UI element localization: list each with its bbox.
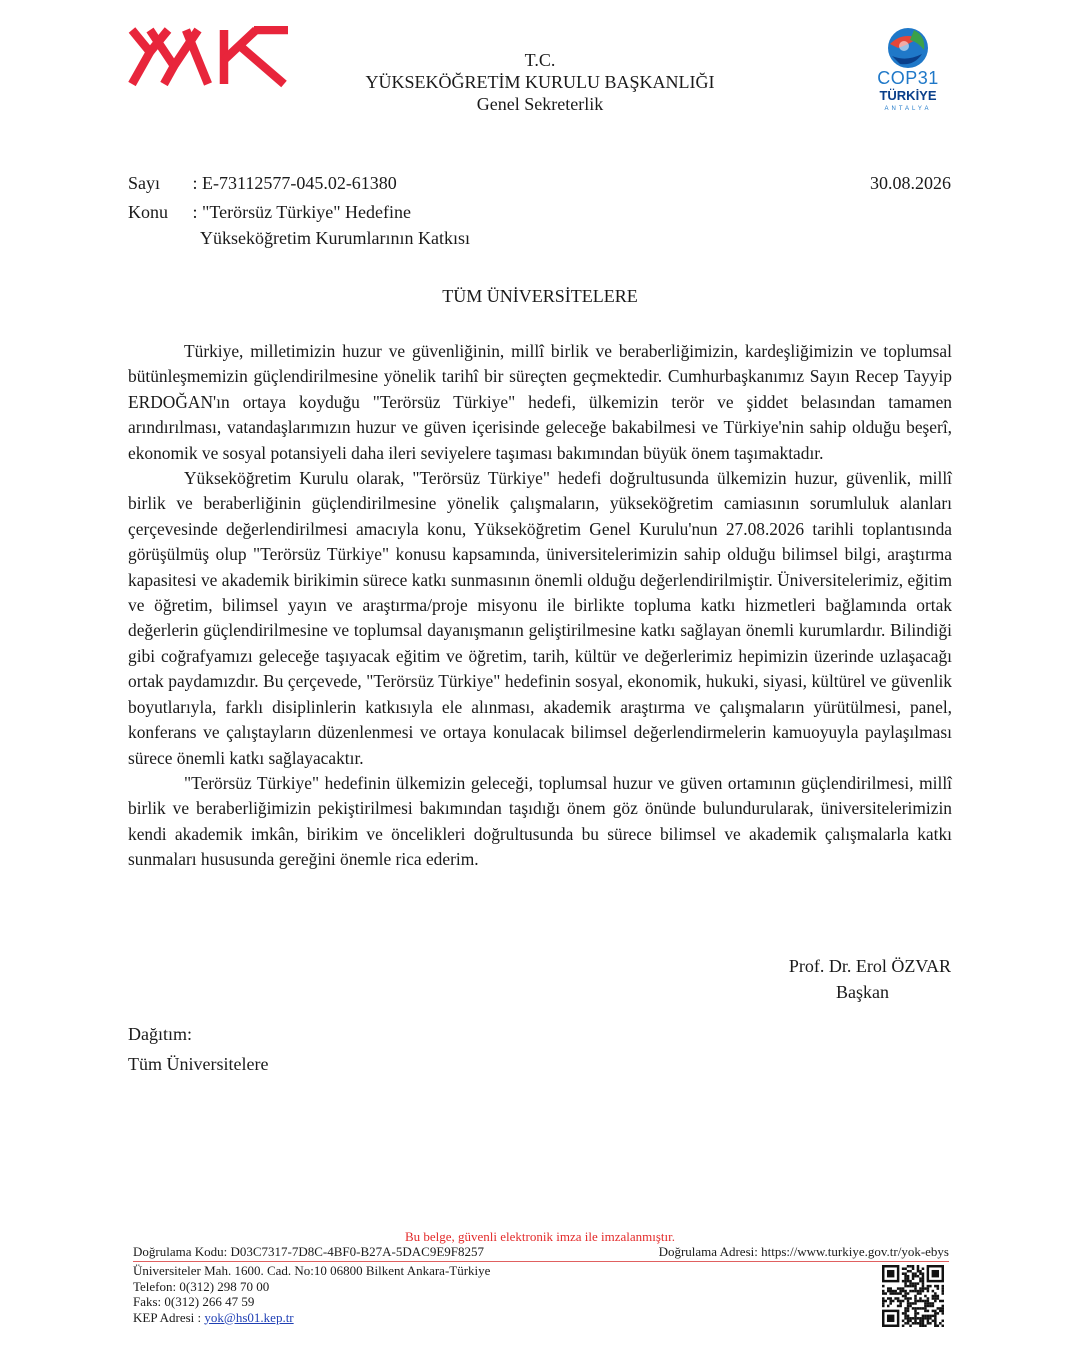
- letterhead-department: Genel Sekreterlik: [476, 94, 604, 114]
- reference-number-label: Sayı: [128, 173, 161, 193]
- e-signature-notice: Bu belge, güvenli elektronik imza ile imzalanmıştır.: [404, 1229, 676, 1244]
- svg-text:ANTALYA: ANTALYA: [884, 106, 932, 112]
- distribution-block: [128, 1019, 268, 1079]
- kep-label: KEP Adresi :: [133, 1309, 205, 1325]
- addressee: TÜM ÜNİVERSİTELERE: [442, 286, 638, 306]
- letterhead-institution: YÜKSEKÖĞRETİM KURULU BAŞKANLIĞI: [365, 72, 715, 92]
- signatory-name: Prof. Dr. Erol ÖZVAR: [788, 956, 951, 976]
- reference-number-row: [128, 170, 397, 196]
- verification-row: [133, 1244, 949, 1260]
- subject-row: [128, 199, 470, 251]
- subject-label: Konu: [128, 202, 168, 222]
- contact-block: [133, 1263, 490, 1325]
- body-paragraph: Yükseköğretim Kurulu olarak, "Terörsüz Türkiye" hedefi doğrultusunda ülkemizin huzur, güvenlik, millî birlik ve beraberliğinin güçlendirilmesine yönelik çalışmaların, yükseköğretim camiasının sorumluluk alanları çerçevesinde değerlendirilmesi amacıyla konu, Yükseköğretim Genel Kurulu'nun 27.08.2026 tarihli toplantısında görüşülmüş olup "Terörsüz Türkiye" konusu kapsamında, üniversitelerimizin sahip olduğu bilimsel bilgi, araştırma kapasitesi ve akademik birikimin sürece katkı sunmasının önemli olduğu değerlendirilmiştir. Üniversitelerimiz, eğitim ve öğretim, bilimsel yayın ve araştırma/proje misyonu ile birlikte topluma katkı hizmetleri bağlamında ortak değerlerin güçlendirilmesine ve toplumsal dayanışmanın geliştirilmesine katkı sağlayan önemli kurumlardır. Bilindiği gibi coğrafyamızı geleceğe taşıyacak eğitim ve öğretim, tarih, kültür ve değerlerimiz hepimizin üzerinde uzlaşacağı ortak paydamızdır. Bu çerçevede, "Terörsüz Türkiye" hedefinin sosyal, ekonomik, hukuki, siyasi, kültürel ve güvenlik boyutlarıyla, farklı disiplinlerin katkısıyla ele alınması, akademik araştırma ve çalışmaların yürütülmesi, panel, konferans ve çalıştayların düzenlenmesi ve ortaya konulacak bilimsel değerlendirmelerin kamuoyuyla paylaşılması sürece önemli katkı sağlayacaktır.: [128, 468, 952, 768]
- footer-divider: [133, 1261, 949, 1262]
- kep-address-link[interactable]: yok@hs01.kep.tr: [204, 1309, 294, 1325]
- fax-number: Faks: 0(312) 266 47 59: [133, 1294, 255, 1309]
- signature-block: [789, 953, 951, 1005]
- letterhead: [300, 49, 780, 115]
- verification-address: Doğrulama Adresi: https://www.turkiye.gov.tr/yok-ebys: [658, 1244, 949, 1259]
- reference-number-value: : E-73112577-045.02-61380: [192, 173, 397, 193]
- distribution-value: Tüm Üniversitelere: [128, 1054, 269, 1074]
- signatory-title: Başkan: [836, 982, 889, 1002]
- svg-text:TÜRKİYE: TÜRKİYE: [879, 88, 937, 103]
- body-paragraph: "Terörsüz Türkiye" hedefinin ülkemizin geleceği, toplumsal huzur ve güven ortamının güçlendirilmesi, millî birlik ve beraberliğimizin pekiştirilmesi bakımından taşıdığı önem göz önünde bulundurularak, üniversitelerimizin kendi akademik imkân, birikim ve öncelikleri doğrultusunda bu sürece bilimsel ve akademik çalışmalarla katkı sunmaları hususunda gereğini önemle rica ederim.: [128, 772, 952, 870]
- phone-number: Telefon: 0(312) 298 70 00: [133, 1278, 270, 1294]
- subject-value-line2: Yükseköğretim Kurumlarının Katkısı: [200, 228, 470, 248]
- letterhead-line-tc: T.C.: [524, 50, 556, 70]
- letter-body: [128, 339, 952, 873]
- subject-value-line1: : "Terörsüz Türkiye" Hedefine: [192, 202, 412, 222]
- svg-text:COP31: COP31: [877, 68, 939, 88]
- distribution-label: Dağıtım:: [128, 1024, 192, 1044]
- verification-code: Doğrulama Kodu: D03C7317-7D8C-4BF0-B27A-5DAC9E9F8257: [133, 1244, 484, 1259]
- postal-address: Üniversiteler Mah. 1600. Cad. No:10 06800 Bilkent Ankara-Türkiye: [133, 1263, 491, 1278]
- body-paragraph: Türkiye, milletimizin huzur ve güvenliğinin, millî birlik ve beraberliğimizin, kardeşliğimizin ve toplumsal bütünleşmemizin güçlendirilmesine yönelik tarihî bir süreçten geçmektedir. Cumhurbaşkanımız Sayın Recep Tayyip ERDOĞAN'ın ortaya koyduğu "Terörsüz Türkiye" hedefi, ülkemizin terör ve şiddet belasından tamamen arındırılması, vatandaşlarımızın huzur ve güven içerisinde geleceğe bakabilmesi ve Türkiye'nin sahip olduğu beşerî, ekonomik ve sosyal potansiyeli daha ileri seviyelere taşıması bakımından büyük önem taşımaktadır.: [128, 341, 952, 463]
- document-date: 30.08.2026: [870, 173, 951, 193]
- kep-address-row: [133, 1310, 490, 1326]
- qr-code-icon: [882, 1265, 944, 1327]
- cop31-logo: [862, 26, 954, 114]
- yok-logo: [128, 26, 290, 88]
